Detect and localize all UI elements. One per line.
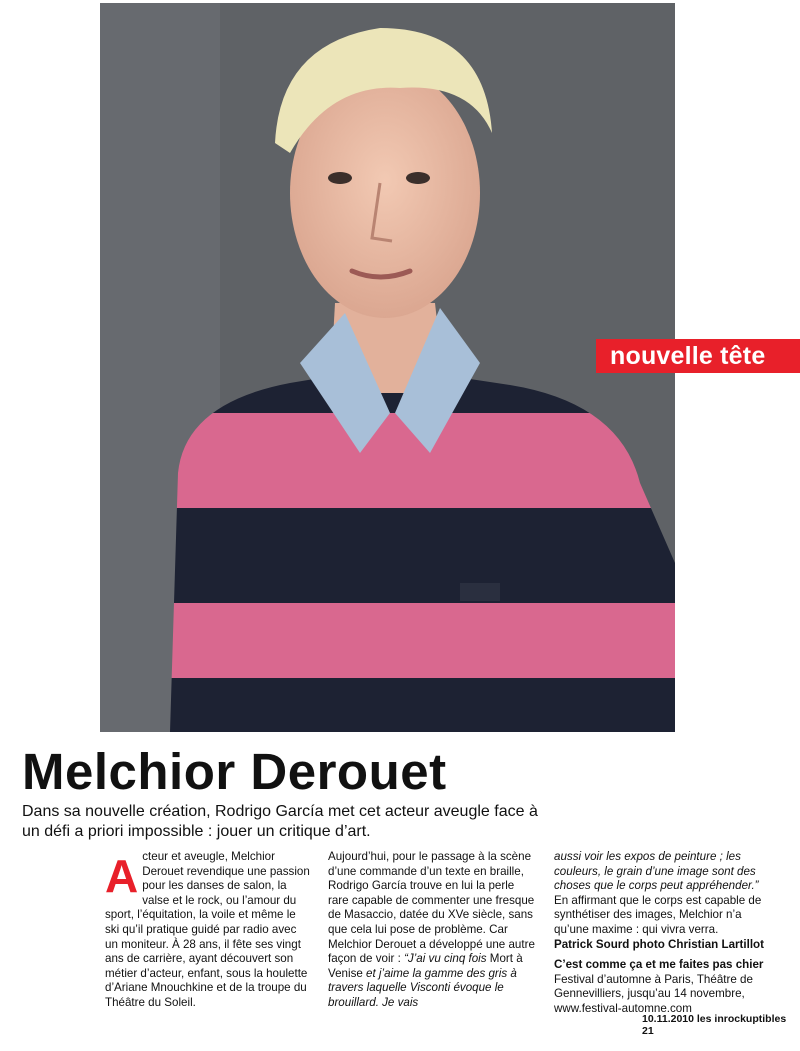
article-headline: Melchior Derouet bbox=[22, 743, 447, 800]
page-folio: 10.11.2010 les inrockuptibles 21 bbox=[642, 1013, 787, 1037]
drop-cap: A bbox=[105, 850, 139, 902]
portrait-photo bbox=[100, 3, 675, 732]
quote-part-c: et j’aime la gamme des gris à travers laquelle Visconti évoque le brouillard. Je vais bbox=[328, 966, 517, 1009]
column-2 bbox=[328, 850, 538, 1011]
quote-film-title: Mort à Venise bbox=[328, 952, 523, 980]
byline: Patrick Sourd photo Christian Lartillot bbox=[554, 937, 764, 951]
column-2-text: Aujourd’hui, pour le passage à la scène d’une commande d’un texte en braille, Rodrigo García trouve en lui la perle rare capable de commenter une fresque de Masaccio, datée du XVe siècle, sans que cela lui pose de problème. Car Melchior Derouet a développé une autre façon de voir : bbox=[328, 850, 535, 966]
article-deck: Dans sa nouvelle création, Rodrigo García met cet acteur aveugle face à un défi a priori impossible : jouer un critique d’art. bbox=[22, 803, 538, 840]
info-text: Festival d’automne à Paris, Théâtre de Gennevilliers, jusqu’au 14 novembre, bbox=[554, 972, 753, 1001]
section-tag: nouvelle tête bbox=[596, 339, 800, 373]
info-url: www.festival-automne.com bbox=[554, 1001, 692, 1015]
quote-part-a: “J’ai vu cinq fois bbox=[404, 952, 487, 966]
quote-end: aussi voir les expos de peinture ; les couleurs, le grain d’une image sont des choses que le corps peut appréhender.” bbox=[554, 850, 759, 893]
column-3-text: En affirmant que le corps est capable de synthétiser des images, Melchior n’a qu’une maxime : qui vivra verra. bbox=[554, 893, 762, 936]
column-1-text: cteur et aveugle, Melchior Derouet revendique une passion pour les danses de salon, la valse et le rock, ou l’amour du sport, l’équitation, la voile et même le ski qu’il pratique guidé par radio avec un moniteur. À 28 ans, il fête ses vingt ans de carrière, ayant découvert son métier d’acteur, enfant, sous la houlette d’Ariane Mnouchkine et de la troupe du Théâtre du Soleil. bbox=[105, 850, 310, 1009]
info-title: C’est comme ça et me faites pas chier bbox=[554, 958, 764, 972]
portrait-illustration bbox=[100, 3, 675, 732]
column-3 bbox=[554, 850, 769, 1017]
column-1 bbox=[105, 850, 310, 1011]
